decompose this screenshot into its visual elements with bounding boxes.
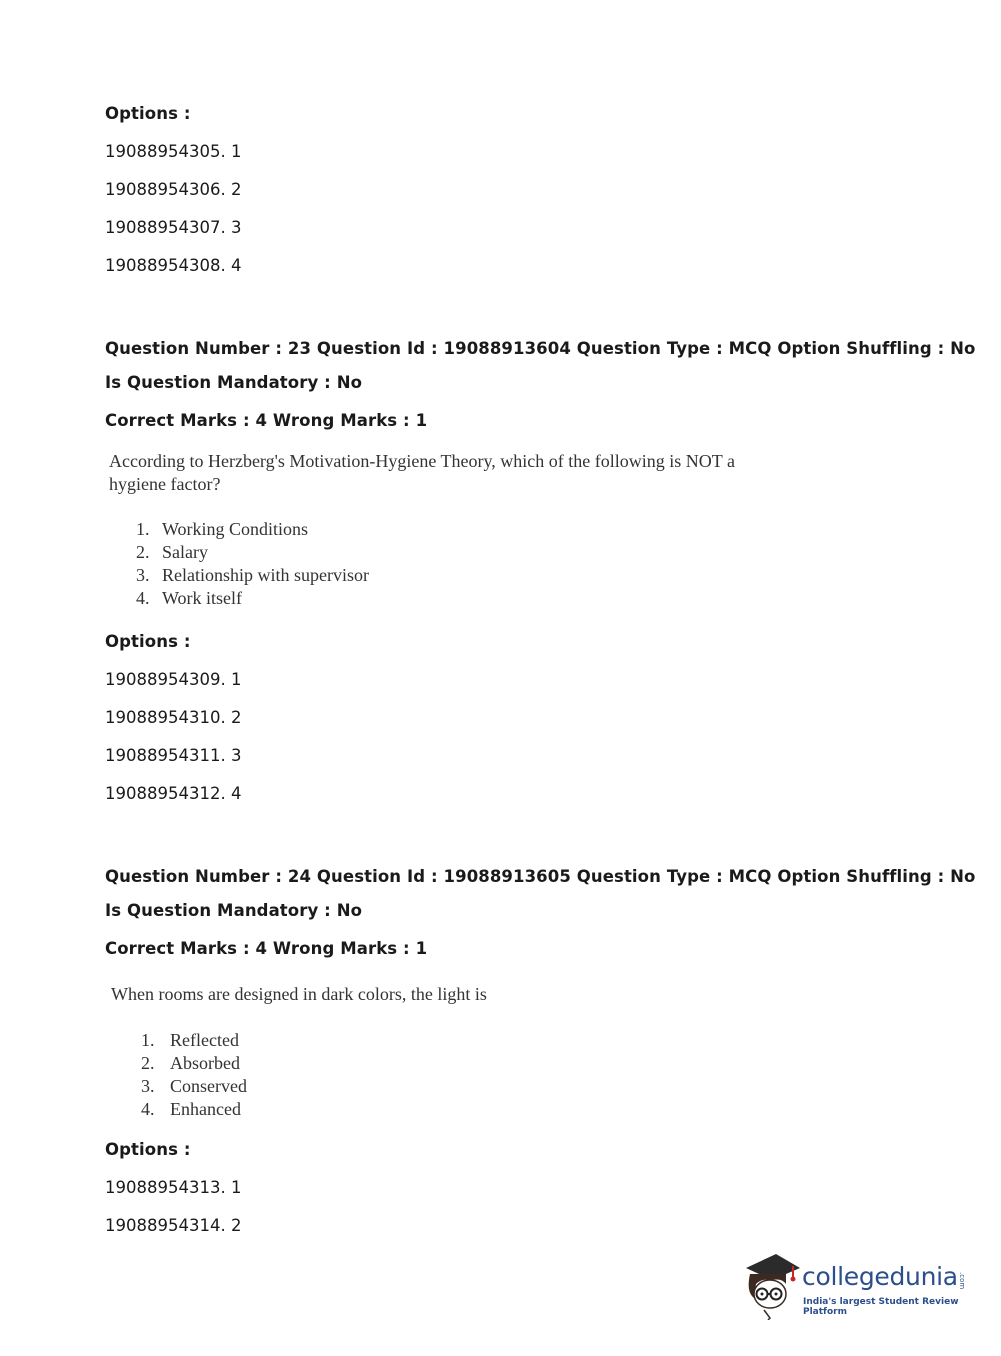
options-label: Options :: [105, 1140, 191, 1159]
option-item: 19088954310. 2: [105, 708, 242, 727]
choice-list: [136, 518, 369, 610]
choice-list: [141, 1029, 247, 1121]
brand-dotcom: .com: [958, 1272, 966, 1290]
choice-text: Conserved: [170, 1076, 247, 1096]
choice-text: Absorbed: [170, 1053, 240, 1073]
question-mandatory: Is Question Mandatory : No: [105, 901, 363, 920]
option-item: 19088954314. 2: [105, 1216, 242, 1235]
question-text: [111, 983, 487, 1006]
choice-item: [136, 518, 369, 541]
choice-text: Relationship with supervisor: [162, 565, 369, 585]
choice-number: 4.: [136, 588, 150, 608]
option-item: 19088954306. 2: [105, 180, 242, 199]
choice-number: 1.: [141, 1030, 155, 1050]
choice-item: [141, 1075, 247, 1098]
choice-text: Enhanced: [170, 1099, 241, 1119]
options-label: Options :: [105, 104, 191, 123]
choice-item: [136, 564, 369, 587]
choice-text: Work itself: [162, 588, 243, 608]
option-item: 19088954305. 1: [105, 142, 242, 161]
option-item: 19088954313. 1: [105, 1178, 242, 1197]
question-text-line: According to Herzberg's Motivation-Hygiene Theory, which of the following is NOT a: [109, 451, 735, 471]
option-item: 19088954308. 4: [105, 256, 242, 275]
question-marks: Correct Marks : 4 Wrong Marks : 1: [105, 939, 428, 958]
choice-number: 4.: [141, 1099, 155, 1119]
choice-text: Reflected: [170, 1030, 239, 1050]
question-header: Question Number : 24 Question Id : 19088913605 Question Type : MCQ Option Shuffling : No: [105, 867, 976, 886]
choice-item: [141, 1052, 247, 1075]
option-item: 19088954309. 1: [105, 670, 242, 689]
question-text: [109, 450, 735, 496]
choice-item: [136, 541, 369, 564]
question-text-line: When rooms are designed in dark colors, the light is: [111, 984, 487, 1004]
choice-number: 2.: [136, 542, 150, 562]
option-item: 19088954312. 4: [105, 784, 242, 803]
question-text-line: hygiene factor?: [109, 474, 221, 494]
option-item: 19088954307. 3: [105, 218, 242, 237]
choice-item: [141, 1029, 247, 1052]
choice-number: 1.: [136, 519, 150, 539]
brand-name: collegedunia: [802, 1262, 958, 1291]
brand-tagline: India's largest Student Review Platform: [803, 1297, 959, 1317]
choice-item: [136, 587, 369, 610]
choice-number: 3.: [136, 565, 150, 585]
mascot-icon: [742, 1248, 802, 1320]
choice-number: 3.: [141, 1076, 155, 1096]
question-marks: Correct Marks : 4 Wrong Marks : 1: [105, 411, 428, 430]
choice-item: [141, 1098, 247, 1121]
options-label: Options :: [105, 632, 191, 651]
option-item: 19088954311. 3: [105, 746, 242, 765]
choice-text: Salary: [162, 542, 208, 562]
question-header: Question Number : 23 Question Id : 19088913604 Question Type : MCQ Option Shuffling : No: [105, 339, 976, 358]
choice-number: 2.: [141, 1053, 155, 1073]
question-mandatory: Is Question Mandatory : No: [105, 373, 363, 392]
choice-text: Working Conditions: [162, 519, 309, 539]
